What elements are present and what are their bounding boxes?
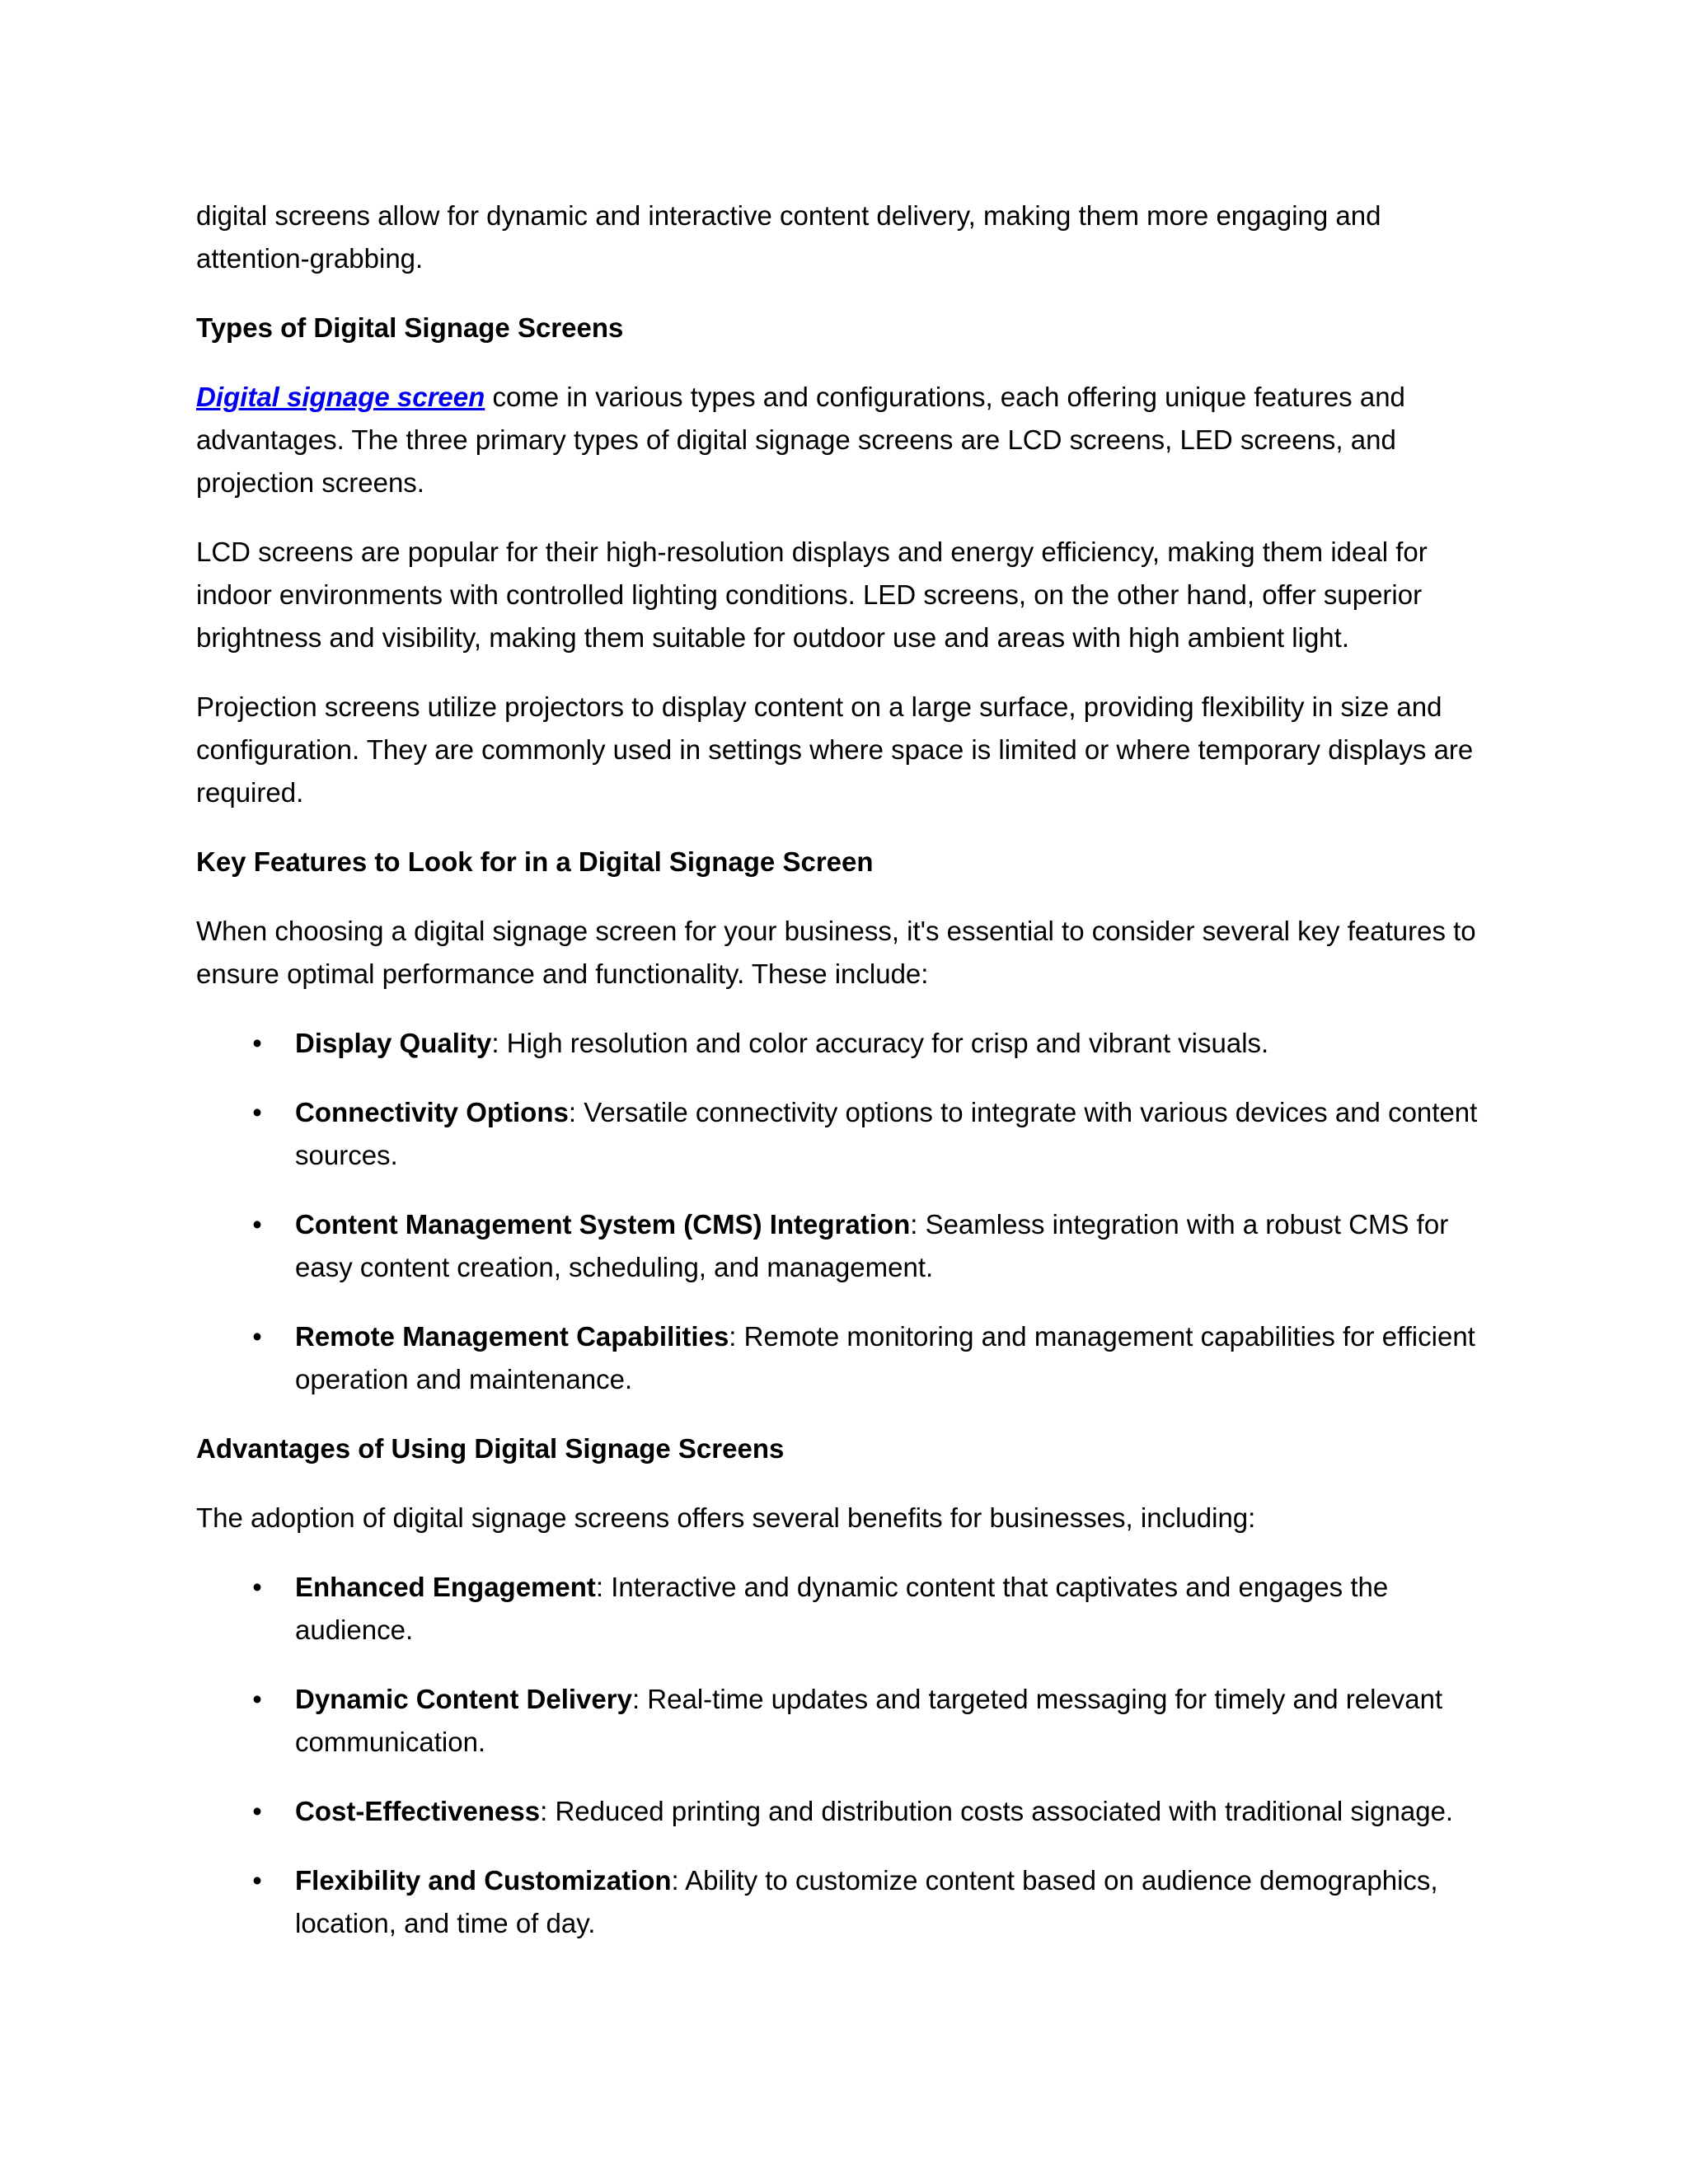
types-heading: Types of Digital Signage Screens xyxy=(196,312,624,343)
bullet-icon: • xyxy=(252,1796,262,1826)
features-heading: Key Features to Look for in a Digital Signage Screen xyxy=(196,846,874,877)
features-intro: When choosing a digital signage screen for your business, it's essential to consider several key features to ensure optimal performance and functionality. These include: xyxy=(196,916,1476,989)
bullet-icon: • xyxy=(252,1321,262,1352)
list-item xyxy=(196,1566,1482,1652)
bullet-icon: • xyxy=(252,1209,262,1240)
bullet-icon: • xyxy=(252,1865,262,1896)
list-item xyxy=(196,1859,1482,1945)
feature-desc: : Versatile connectivity options to integrate with various devices and content sources. xyxy=(295,1097,1478,1170)
feature-term: Content Management System (CMS) Integration xyxy=(295,1209,911,1240)
list-item xyxy=(196,1790,1482,1833)
feature-term: Connectivity Options xyxy=(295,1097,569,1127)
advantage-term: Dynamic Content Delivery xyxy=(295,1684,632,1714)
intro-continuation-paragraph: digital screens allow for dynamic and interactive content delivery, making them more engaging and attention-grabbing. xyxy=(196,200,1381,274)
advantage-term: Enhanced Engagement xyxy=(295,1572,596,1602)
advantage-desc: : Real-time updates and targeted messaging for timely and relevant communication. xyxy=(295,1684,1443,1757)
digital-signage-screen-link[interactable]: Digital signage screen xyxy=(196,382,485,412)
advantage-desc: : Ability to customize content based on audience demographics, location, and time of day. xyxy=(295,1865,1438,1938)
list-item xyxy=(196,1091,1482,1177)
list-item xyxy=(196,1022,1482,1065)
advantages-intro: The adoption of digital signage screens offers several benefits for businesses, including: xyxy=(196,1502,1256,1533)
feature-desc: : Remote monitoring and management capabilities for efficient operation and maintenance. xyxy=(295,1321,1475,1394)
feature-desc: : Seamless integration with a robust CMS for easy content creation, scheduling, and management. xyxy=(295,1209,1449,1282)
advantage-term: Flexibility and Customization xyxy=(295,1865,672,1896)
advantages-list xyxy=(196,1566,1482,1945)
feature-term: Display Quality xyxy=(295,1028,492,1058)
bullet-icon: • xyxy=(252,1572,262,1602)
types-paragraph-1 xyxy=(196,376,1482,504)
document-page xyxy=(196,194,1482,1971)
types-paragraph-1-text: come in various types and configurations, each offering unique features and advantages. The three primary types of digital signage screens are LCD screens, LED screens, and projection screens. xyxy=(196,382,1405,498)
types-paragraph-3: Projection screens utilize projectors to display content on a large surface, providing flexibility in size and configuration. They are commonly used in settings where space is limited or where temporary displays are required. xyxy=(196,691,1474,808)
advantage-desc: : Interactive and dynamic content that captivates and engages the audience. xyxy=(295,1572,1389,1645)
list-item xyxy=(196,1315,1482,1401)
advantage-term: Cost-Effectiveness xyxy=(295,1796,541,1826)
advantage-desc: : Reduced printing and distribution costs associated with traditional signage. xyxy=(540,1796,1454,1826)
bullet-icon: • xyxy=(252,1097,262,1127)
bullet-icon: • xyxy=(252,1028,262,1058)
list-item xyxy=(196,1203,1482,1289)
types-paragraph-2: LCD screens are popular for their high-resolution displays and energy efficiency, making them ideal for indoor environments with controlled lighting conditions. LED screens, on the other hand, offer superior brightness and visibility, making them suitable for outdoor use and areas with high ambient light. xyxy=(196,537,1428,653)
features-list xyxy=(196,1022,1482,1401)
list-item xyxy=(196,1678,1482,1764)
feature-desc: : High resolution and color accuracy for crisp and vibrant visuals. xyxy=(491,1028,1269,1058)
bullet-icon: • xyxy=(252,1684,262,1714)
feature-term: Remote Management Capabilities xyxy=(295,1321,729,1352)
advantages-heading: Advantages of Using Digital Signage Screens xyxy=(196,1433,785,1464)
